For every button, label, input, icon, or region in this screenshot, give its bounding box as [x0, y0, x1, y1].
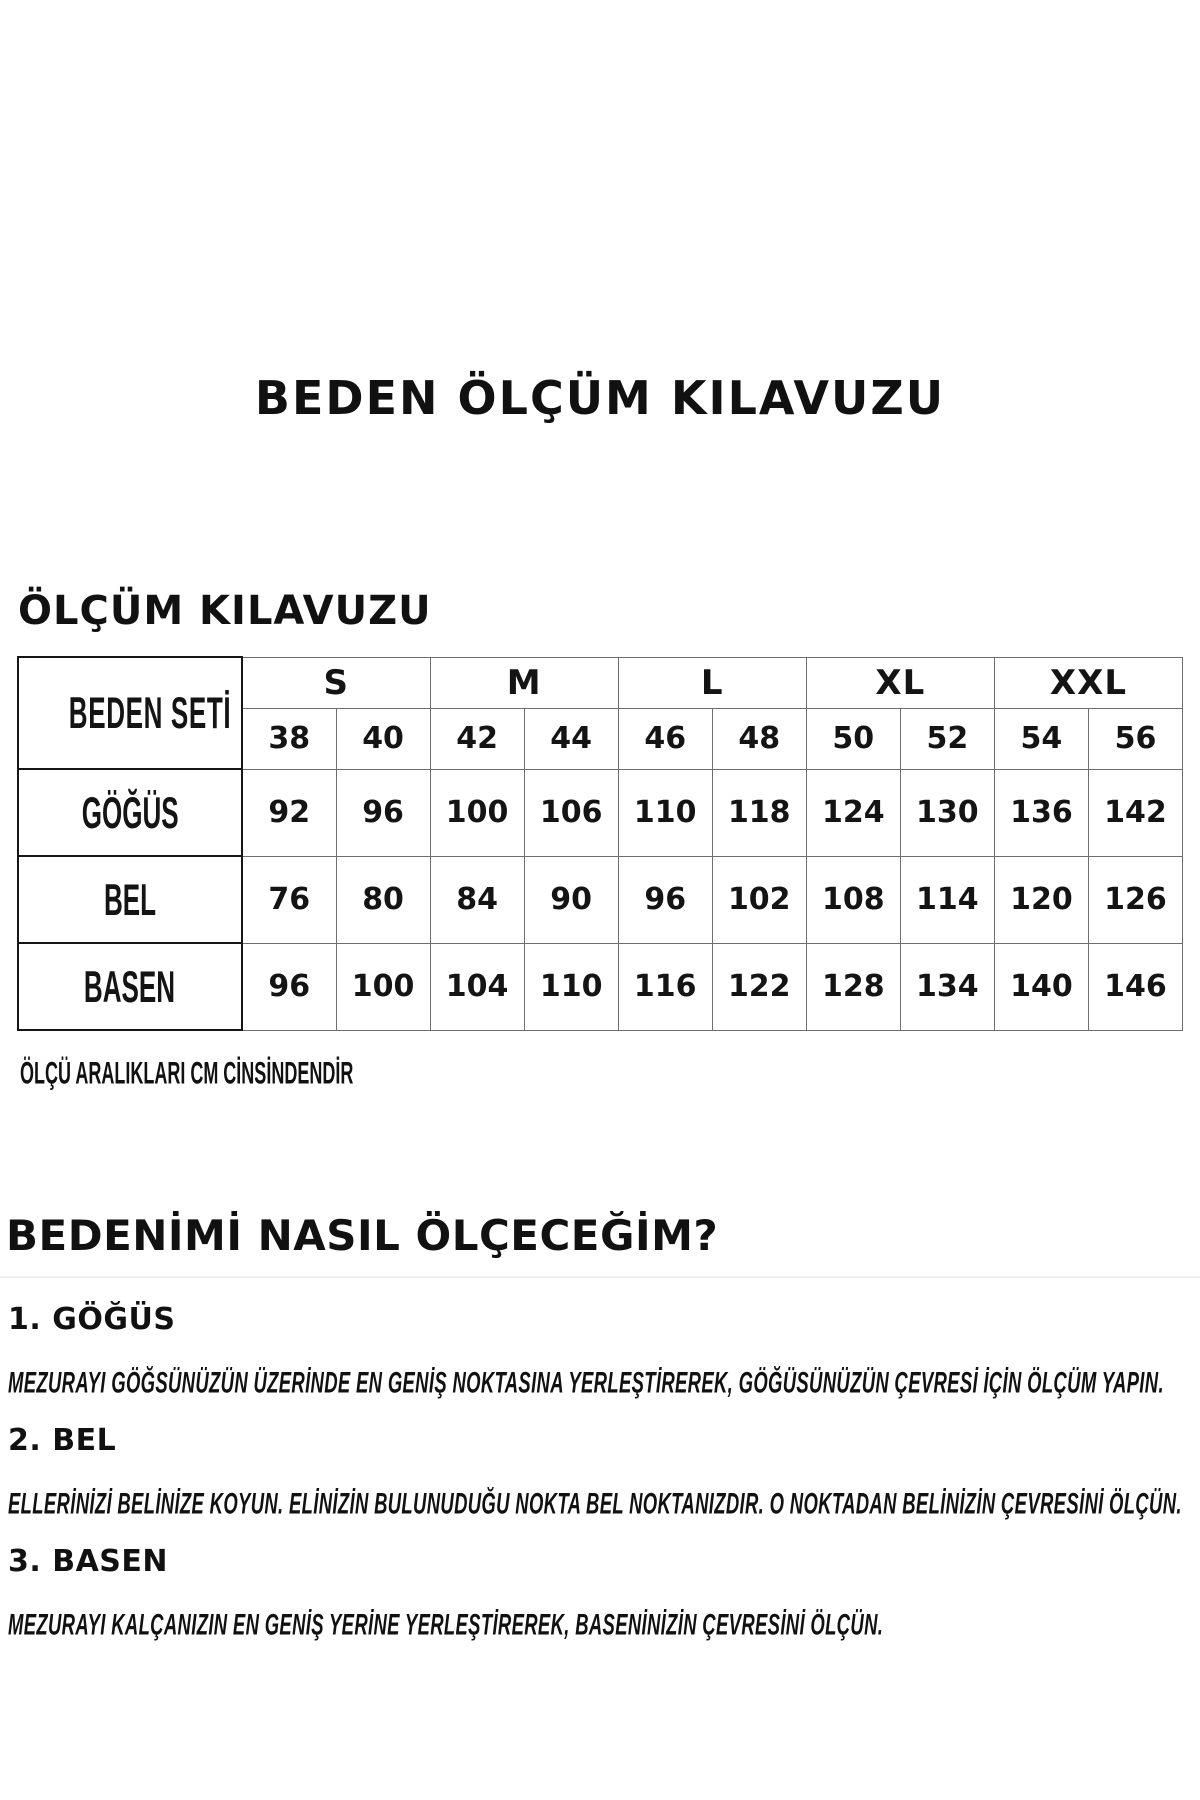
size-set-corner-cell	[18, 657, 242, 769]
measure-row-bel	[18, 856, 1183, 943]
measure-label-cell-label: BASEN	[84, 961, 176, 1012]
measure-value-cell: 122	[712, 943, 806, 1030]
size-number-cell: 52	[900, 708, 994, 769]
size-group-cell: XXL	[994, 657, 1182, 708]
size-group-cell: M	[430, 657, 618, 708]
size-letter-row	[18, 657, 1183, 708]
measure-label-cell	[18, 943, 242, 1030]
measure-value-cell: 146	[1088, 943, 1182, 1030]
measure-value-cell: 96	[618, 856, 712, 943]
measure-value-cell: 128	[806, 943, 900, 1030]
measure-value-cell: 100	[336, 943, 430, 1030]
measure-label-cell	[18, 856, 242, 943]
measure-value-cell: 80	[336, 856, 430, 943]
step-text-hips: MEZURAYI KALÇANIZIN EN GENİŞ YERİNE YERLEŞTİREREK, BASENİNİZİN ÇEVRESİNİ ÖLÇÜN.	[8, 1608, 884, 1642]
size-number-cell: 54	[994, 708, 1088, 769]
measure-value-cell: 110	[618, 769, 712, 856]
measure-value-cell: 92	[242, 769, 336, 856]
measurement-guide-heading: ÖLÇÜM KILAVUZU	[18, 588, 432, 635]
divider	[0, 1276, 1200, 1278]
measure-value-cell: 140	[994, 943, 1088, 1030]
measure-value-cell: 96	[336, 769, 430, 856]
size-number-cell: 40	[336, 708, 430, 769]
size-number-cell: 44	[524, 708, 618, 769]
measure-value-cell: 142	[1088, 769, 1182, 856]
measure-value-cell: 100	[430, 769, 524, 856]
size-number-cell: 56	[1088, 708, 1182, 769]
page-title: BEDEN ÖLÇÜM KILAVUZU	[254, 371, 946, 425]
size-number-cell: 50	[806, 708, 900, 769]
size-number-cell: 38	[242, 708, 336, 769]
measure-value-cell: 106	[524, 769, 618, 856]
size-group-cell: XL	[806, 657, 994, 708]
step-text-chest: MEZURAYI GÖĞSÜNÜZÜN ÜZERİNDE EN GENİŞ NOKTASINA YERLEŞTİREREK, GÖĞÜSÜNÜZÜN ÇEVRESİ İÇİN ÖLÇÜM YAPIN.	[8, 1366, 1164, 1400]
measure-value-cell: 104	[430, 943, 524, 1030]
measure-value-cell: 134	[900, 943, 994, 1030]
unit-footnote: ÖLÇÜ ARALIKLARI CM CİNSİNDENDİR	[20, 1056, 354, 1092]
measure-value-cell: 108	[806, 856, 900, 943]
size-table	[17, 656, 1183, 1031]
size-number-cell: 42	[430, 708, 524, 769]
size-number-cell: 48	[712, 708, 806, 769]
measure-value-cell: 90	[524, 856, 618, 943]
measure-value-cell: 76	[242, 856, 336, 943]
size-number-cell: 46	[618, 708, 712, 769]
measure-value-cell: 120	[994, 856, 1088, 943]
step-text-waist: ELLERİNİZİ BELİNİZE KOYUN. ELİNİZİN BULUNUDUĞU NOKTA BEL NOKTANIZDIR. O NOKTADAN BELİNİZİN ÇEVRESİNİ ÖLÇÜN.	[8, 1487, 1182, 1521]
measure-label-cell-label: BEL	[103, 874, 157, 925]
measure-value-cell: 96	[242, 943, 336, 1030]
measure-row-göğüs	[18, 769, 1183, 856]
measure-row-basen	[18, 943, 1183, 1030]
measure-label-cell	[18, 769, 242, 856]
measure-value-cell: 126	[1088, 856, 1182, 943]
measure-value-cell: 84	[430, 856, 524, 943]
measure-value-cell: 114	[900, 856, 994, 943]
measure-value-cell: 118	[712, 769, 806, 856]
step-heading-waist: 2. BEL	[8, 1423, 117, 1459]
measure-value-cell: 124	[806, 769, 900, 856]
size-set-corner-cell-label: BEDEN SETİ	[68, 687, 232, 738]
size-group-cell: S	[242, 657, 430, 708]
size-group-cell: L	[618, 657, 806, 708]
measure-value-cell: 130	[900, 769, 994, 856]
step-heading-chest: 1. GÖĞÜS	[8, 1302, 176, 1338]
howto-heading: BEDENİMİ NASIL ÖLÇECEĞİM?	[6, 1211, 719, 1261]
step-heading-hips: 3. BASEN	[8, 1544, 169, 1580]
measure-value-cell: 110	[524, 943, 618, 1030]
measure-value-cell: 116	[618, 943, 712, 1030]
measure-value-cell: 136	[994, 769, 1088, 856]
measure-value-cell: 102	[712, 856, 806, 943]
measure-label-cell-label: GÖĞÜS	[81, 787, 179, 838]
